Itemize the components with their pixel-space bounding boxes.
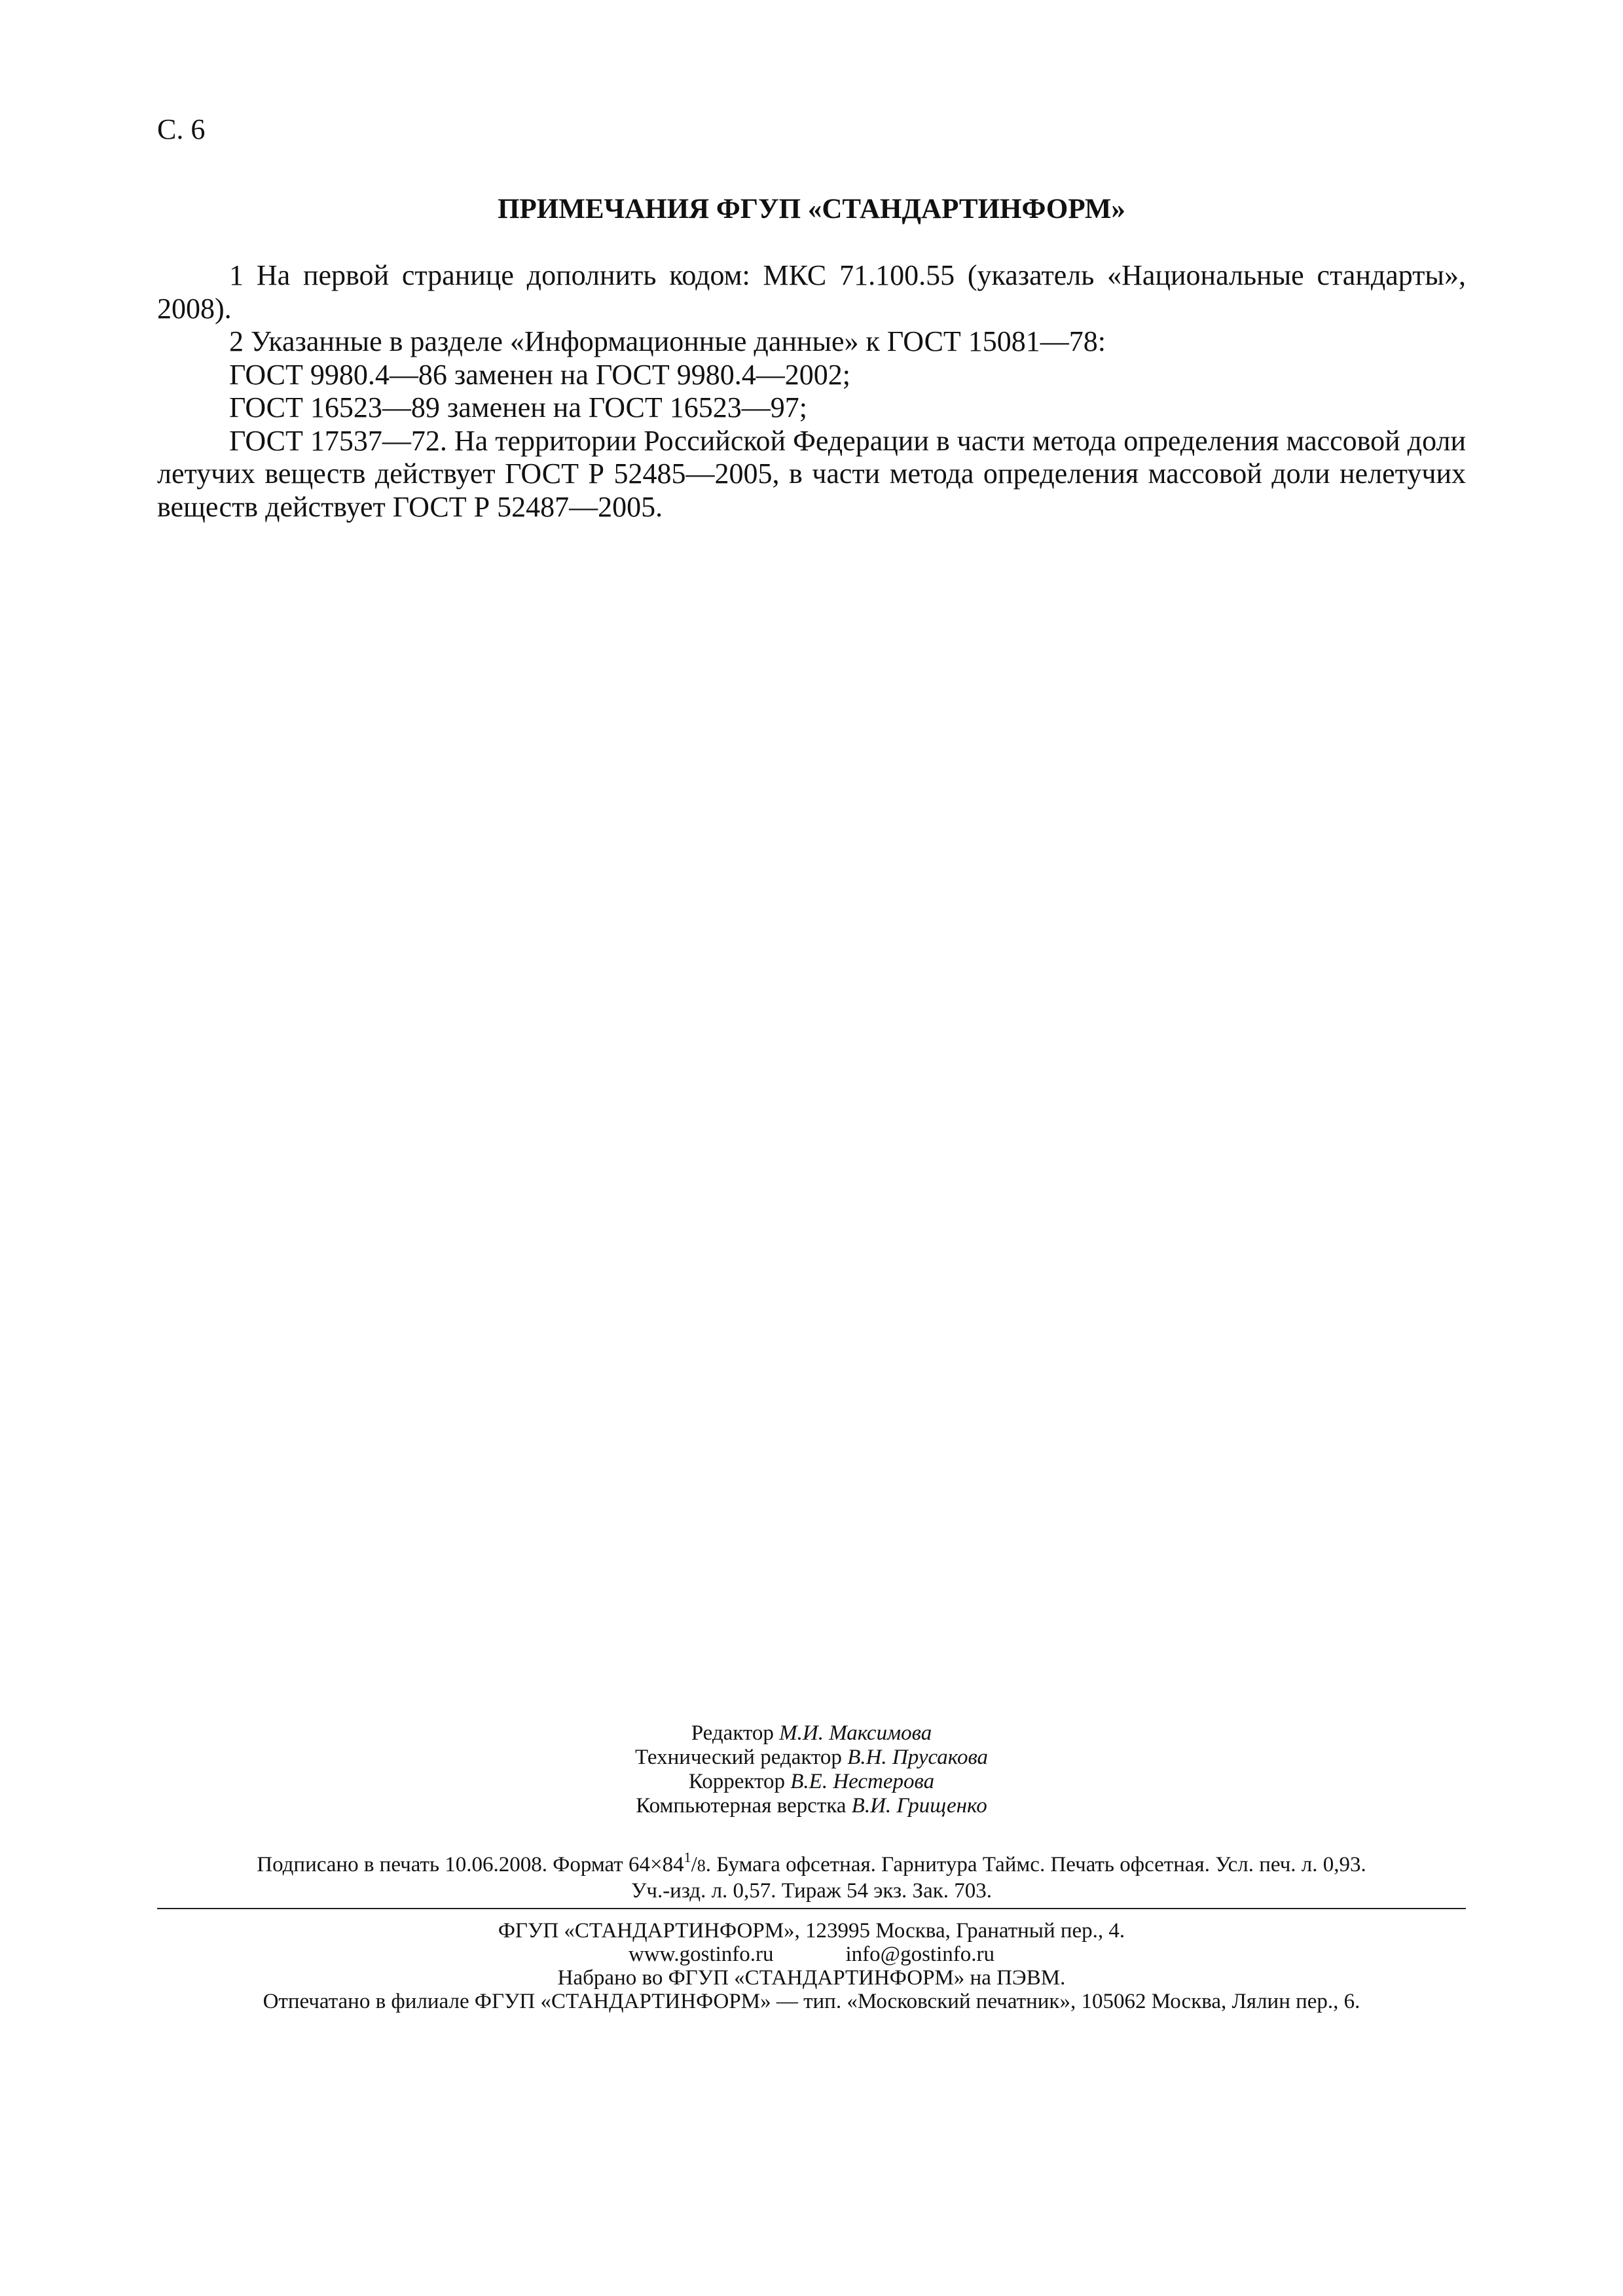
note-paragraph-4: ГОСТ 16523—89 заменен на ГОСТ 16523—97; [229,391,807,423]
credits-block [157,1721,1466,1818]
publisher-email: info@gostinfo.ru [845,1943,994,1966]
note-paragraph-2: 2 Указанные в разделе «Информационные данные» к ГОСТ 15081—78: [229,325,1106,357]
format-fraction-denominator: 8 [697,1856,706,1875]
note-paragraph-5: ГОСТ 17537—72. На территории Российской Федерации в части метода определения массовой доли летучих веществ действует ГОСТ Р 52485—2005, в части метода определения массовой доли нелетучих веществ действует ГОСТ Р 52487—2005. [157,424,1466,523]
note-paragraph-3: ГОСТ 9980.4—86 заменен на ГОСТ 9980.4—2002; [229,358,850,391]
credit-layout-role: Компьютерная верстка [636,1794,847,1818]
publisher-website: www.gostinfo.ru [629,1943,774,1966]
credit-tech-editor-name: В.Н. Прусакова [847,1746,989,1769]
print-info-line-1 [157,1849,1466,1878]
format-fraction-numerator: 1 [684,1849,691,1865]
publisher-block [157,1919,1466,2013]
page-number: С. 6 [157,113,206,145]
credit-editor-role: Редактор [691,1721,774,1745]
print-info-line-1-end: . Бумага офсетная. Гарнитура Таймс. Печать офсетная. Усл. печ. л. 0,93. [705,1853,1366,1876]
credit-editor [157,1721,1466,1746]
publisher-printed: Отпечатано в филиале ФГУП «СТАНДАРТИНФОРМ» — тип. «Московский печатник», 105062 Москва, Лялин пер., 6. [263,1990,1360,2013]
credit-layout-name: В.И. Грищенко [851,1794,987,1818]
credit-corrector [157,1770,1466,1794]
notes-body [157,259,1466,524]
credit-corrector-role: Корректор [688,1770,785,1793]
print-info-line-2: Уч.-изд. л. 0,57. Тираж 54 экз. Зак. 703. [630,1879,992,1903]
credit-tech-editor [157,1746,1466,1770]
credit-editor-name: М.И. Максимова [779,1721,932,1745]
credit-tech-editor-role: Технический редактор [634,1746,842,1769]
credit-layout [157,1794,1466,1818]
credit-corrector-name: В.Е. Нестерова [790,1770,935,1793]
publisher-address: ФГУП «СТАНДАРТИНФОРМ», 123995 Москва, Гранатный пер., 4. [498,1919,1125,1943]
print-info-block [157,1849,1466,1903]
publisher-contacts [157,1943,1466,1966]
notes-title: ПРИМЕЧАНИЯ ФГУП «СТАНДАРТИНФОРМ» [498,194,1125,224]
format-fraction-slash: / [691,1853,697,1876]
note-paragraph-1: 1 На первой странице дополнить кодом: МКС 71.100.55 (указатель «Национальные стандарты», 2008). [157,259,1466,325]
publisher-typeset: Набрано во ФГУП «СТАНДАРТИНФОРМ» на ПЭВМ. [557,1966,1066,1990]
print-info-line-1-start: Подписано в печать 10.06.2008. Формат 64×84 [257,1853,684,1876]
footer-divider [157,1908,1466,1909]
